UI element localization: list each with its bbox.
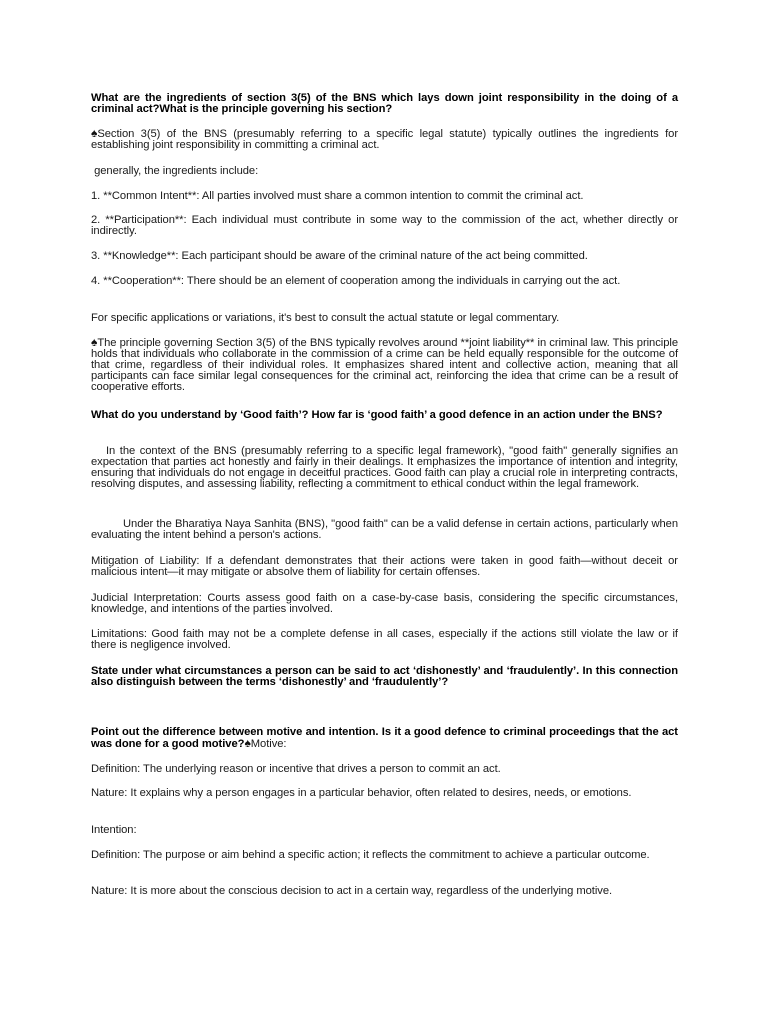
q4-motive-label: Motive:: [250, 738, 287, 750]
q1-item-4: 4. **Cooperation**: There should be an element of cooperation among the individuals in carrying out the act.: [91, 275, 621, 287]
spade-icon: ♠: [91, 335, 98, 349]
question-1: What are the ingredients of section 3(5) of the BNS which lays down joint responsibility in the doing of a criminal act?What is the principle governing his section?: [91, 92, 678, 115]
q1-principle-paragraph: [91, 337, 678, 393]
q4-intention-label: Intention:: [91, 824, 137, 836]
q2-bns: Under the Bharatiya Naya Sanhita (BNS), "good faith" can be a valid defense in certain actions, particularly when evaluating the intent behind a person's actions.: [91, 518, 678, 541]
q1-generally-text: generally, the ingredients include:: [94, 165, 259, 177]
q4-motive-definition: Definition: The underlying reason or incentive that drives a person to commit an act.: [91, 763, 501, 775]
q1-item-2: 2. **Participation**: Each individual must contribute in some way to the commission of the act, whether directly or indirectly.: [91, 214, 678, 237]
spade-icon: ♠: [91, 126, 98, 140]
q1-intro-paragraph: [91, 128, 678, 151]
q2-limitations: Limitations: Good faith may not be a complete defense in all cases, especially if the actions still violate the law or if there is negligence involved.: [91, 628, 678, 651]
q1-generally: [91, 166, 678, 177]
question-4: Point out the difference between motive and intention. Is it a good defence to criminal proceedings that the act was done for a good motive?: [91, 726, 678, 750]
q2-mitigation: Mitigation of Liability: If a defendant demonstrates that their actions were taken in good faith—without deceit or malicious intent—it may mitigate or absolve them of liability for certain offenses.: [91, 555, 678, 578]
question-3: State under what circumstances a person can be said to act ‘dishonestly’ and ‘fraudulently’. In this connection also distinguish between the terms ‘dishonestly’ and ‘fraudulently’?: [91, 665, 678, 688]
q4-intention-nature: Nature: It is more about the conscious decision to act in a certain way, regardless of the underlying motive.: [91, 885, 613, 897]
q4-motive-nature: Nature: It explains why a person engages in a particular behavior, often related to desires, needs, or emotions.: [91, 787, 632, 799]
q4-intention-definition: Definition: The purpose or aim behind a specific action; it reflects the commitment to achieve a particular outcome.: [91, 849, 650, 861]
q1-principle-text: The principle governing Section 3(5) of the BNS typically revolves around **joint liability** in criminal law. This principle holds that individuals who collaborate in the commission of a crime can be held equally responsible for the outcome of that crime, regardless of their individual roles. It emphasizes shared intent and collective action, meaning that all participants can face similar legal consequences for the criminal act, reinforcing the idea that crime can be a result of cooperative efforts.: [91, 337, 678, 393]
spade-icon: ♠: [244, 736, 251, 750]
q2-context: In the context of the BNS (presumably referring to a specific legal framework), "good faith" generally signifies an expectation that parties act honestly and fairly in their dealings. It emphasizes the importance of intention and integrity, ensuring that individuals do not engage in deceitful practices. Good faith can play a crucial role in interpreting contracts, resolving disputes, and assessing liability, reflecting a commitment to ethical conduct within the legal framework.: [91, 445, 678, 490]
q1-consult: For specific applications or variations, it's best to consult the actual statute or legal commentary.: [91, 312, 560, 324]
question-2: What do you understand by ‘Good faith’? How far is ‘good faith’ a good defence in an action under the BNS?: [91, 409, 663, 421]
question-4-paragraph: [91, 727, 678, 750]
q1-intro-text: Section 3(5) of the BNS (presumably referring to a specific legal statute) typically outlines the ingredients for establishing joint responsibility in committing a criminal act.: [91, 128, 678, 151]
q1-item-1: 1. **Common Intent**: All parties involved must share a common intention to commit the criminal act.: [91, 190, 584, 202]
q1-item-3: 3. **Knowledge**: Each participant should be aware of the criminal nature of the act being committed.: [91, 250, 588, 262]
q2-judicial: Judicial Interpretation: Courts assess good faith on a case-by-case basis, considering the specific circumstances, knowledge, and intentions of the parties involved.: [91, 592, 678, 615]
